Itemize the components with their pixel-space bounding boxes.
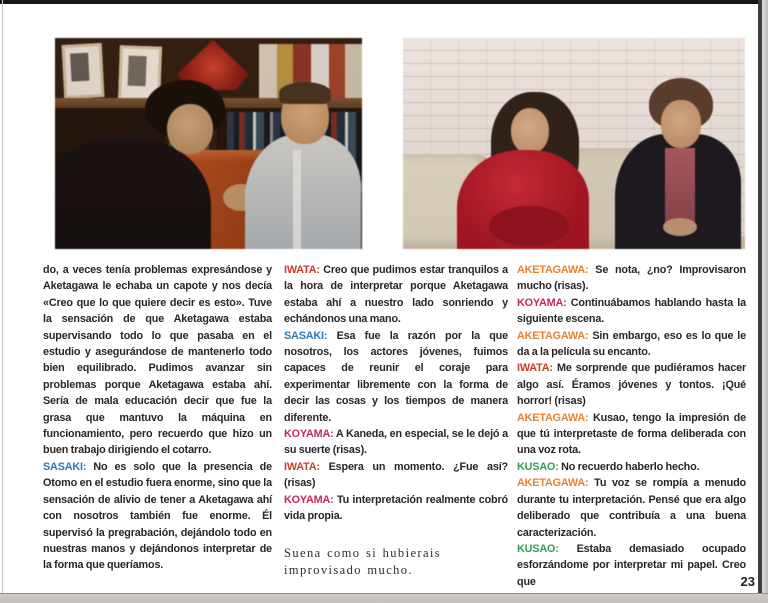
speaker-label: IWATA: xyxy=(284,460,329,473)
dialogue-paragraph: KUSAO: Estaba demasiado ocupado esforzándome por interpretar mi papel. Creo que xyxy=(517,542,746,588)
dialogue-paragraph: IWATA: Creo que pudimos estar tranquilos a la hora de interpretar porque Aketagawa estaba ahí a nuestro lado sonriendo y echándonos una mano. xyxy=(284,264,509,326)
dialogue-paragraph: AKETAGAWA: Sin embargo, eso es lo que le da a la película su encanto. xyxy=(517,329,746,359)
photo-overlay xyxy=(403,38,745,249)
speaker-label: AKETAGAWA: xyxy=(517,264,596,276)
page-number: 23 xyxy=(740,574,755,589)
interviewer-question: Suena como si hubierais improvisado mucho. xyxy=(284,545,442,577)
speaker-label: KUSAO: xyxy=(517,460,562,473)
interview-photo-left xyxy=(55,38,362,249)
dialogue-paragraph: KUSAO: No recuerdo haberlo hecho. xyxy=(517,460,700,473)
dialogue-paragraph: IWATA: Me sorprende que pudiéramos hacer algo así. Éramos jóvenes y tontos. ¡Qué horror! (risas) xyxy=(517,362,747,408)
speaker-label: SASAKI: xyxy=(284,329,337,342)
scan-bottom-margin xyxy=(0,594,768,603)
speaker-label: KOYAMA: xyxy=(517,296,571,309)
dialogue-paragraph: AKETAGAWA: Se nota, ¿no? Improvisaron mucho (risas). xyxy=(517,264,746,293)
speaker-label: AKETAGAWA: xyxy=(517,477,595,490)
text-column-1 xyxy=(43,262,272,574)
dialogue-paragraph: SASAKI: Esa fue la razón por la que nosotros, los actores jóvenes, fuimos capaces de reunir el coraje para experimentar libremente con la forma de decir las cosas y los tiempos de manera diferente. xyxy=(284,329,508,424)
photo-overlay xyxy=(55,38,362,249)
speaker-label: KOYAMA: xyxy=(284,493,337,506)
speaker-label: SASAKI: xyxy=(43,460,94,473)
dialogue-paragraph: SASAKI: No es solo que la presencia de Otomo en el estudio fuera enorme, sino que la sensación de alivio de tener a Aketagawa ahí con nosotros también fue enorme. Él supervisó la pregrabación, dejándolo todo en nuestras manos y dejándonos interpretar de la forma que queríamos. xyxy=(43,460,272,572)
dialogue-paragraph: IWATA: Espera un momento. ¿Fue así? (risas) xyxy=(284,460,509,490)
speaker-label: AKETAGAWA: xyxy=(517,329,593,342)
speaker-label: AKETAGAWA: xyxy=(517,411,593,424)
speaker-label: KUSAO: xyxy=(517,542,577,555)
dialogue-paragraph: KOYAMA: Tu interpretación realmente cobró vida propia. xyxy=(284,493,508,523)
dialogue-paragraph: KOYAMA: A Kaneda, en especial, se le dejó a su suerte (risas). xyxy=(284,428,508,457)
scan-left-edge xyxy=(2,0,3,603)
page-top-edge xyxy=(0,0,768,4)
dialogue-paragraph: AKETAGAWA: Tu voz se rompía a menudo durante tu interpretación. Pensé que era algo deliberado que contribuía a una buena caracterización. xyxy=(517,477,746,539)
scan-right-margin xyxy=(762,0,768,603)
text-column-3 xyxy=(517,262,746,590)
dialogue-paragraph: do, a veces tenía problemas expresándose y Aketagawa le echaba un capote y nos decía «Creo que lo que quiere decir es esto». Tuve la sensación de que Aketagawa estaba supervisando todo lo que pasaba en el estudio y asegurándose de mantenerlo todo bien equilibrado. Pudimos avanzar sin problemas porque Aketagawa estaba ahí. Sería de mala educación decir que fue la grasa que mantuvo la máquina en funcionamiento, pero recuerdo que hizo un buen trabajo dirigiendo el cotarro. xyxy=(43,264,272,457)
speaker-label: IWATA: xyxy=(517,362,557,375)
speaker-label: IWATA: xyxy=(284,264,324,276)
text-column-2 xyxy=(284,262,508,580)
interview-photo-right xyxy=(403,38,745,249)
speaker-label: KOYAMA: xyxy=(284,428,336,441)
dialogue-paragraph: KOYAMA: Continuábamos hablando hasta la siguiente escena. xyxy=(517,296,746,326)
dialogue-paragraph: AKETAGAWA: Kusao, tengo la impresión de que tú interpretaste de forma deliberada con una voz rota. xyxy=(517,411,746,457)
